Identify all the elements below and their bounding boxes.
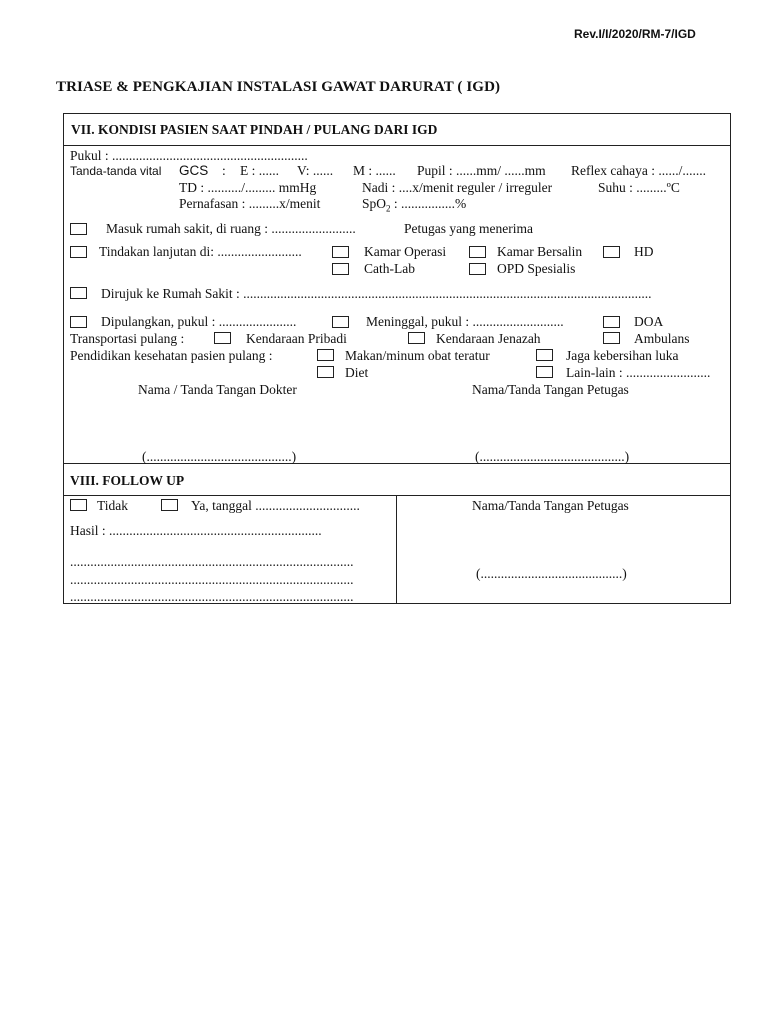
opd-spesialis-checkbox[interactable]	[469, 263, 486, 275]
kamar-operasi-label: Kamar Operasi	[364, 244, 447, 259]
hasil-line-2[interactable]: ....................................................................................	[70, 572, 354, 587]
petugas-menerima-label: Petugas yang menerima	[404, 221, 533, 236]
dipulangkan-checkbox[interactable]	[70, 316, 87, 328]
lain-lain-field[interactable]: Lain-lain : .........................	[566, 365, 711, 380]
kendaraan-pribadi-checkbox[interactable]	[214, 332, 231, 344]
gcs-m-field[interactable]: M : ......	[353, 163, 396, 178]
section8-header: VIII. FOLLOW UP	[70, 473, 185, 488]
jaga-kebersihan-label: Jaga kebersihan luka	[566, 348, 679, 363]
diet-checkbox[interactable]	[317, 366, 334, 378]
pukul-field[interactable]: Pukul : ..........................................................	[70, 148, 308, 163]
tindakan-checkbox[interactable]	[70, 246, 87, 258]
hasil-line-3[interactable]: ....................................................................................	[70, 589, 354, 604]
vital-signs-label: Tanda-tanda vital	[70, 164, 162, 178]
masuk-rs-checkbox[interactable]	[70, 223, 87, 235]
table-left-border	[63, 113, 64, 603]
pendidikan-label: Pendidikan kesehatan pasien pulang :	[70, 348, 273, 363]
diet-label: Diet	[345, 365, 369, 380]
meninggal-label: Meninggal, pukul : ...........................	[366, 314, 564, 329]
tidak-checkbox[interactable]	[70, 499, 87, 511]
tindakan-label: Tindakan lanjutan di: .........................	[99, 244, 302, 259]
nama-dokter-label: Nama / Tanda Tangan Dokter	[138, 382, 297, 397]
pupil-field[interactable]: Pupil : ......mm/ ......mm	[417, 163, 546, 178]
spo2-field[interactable]	[362, 197, 466, 214]
ya-tanggal-field[interactable]: Ya, tanggal ...............................	[191, 498, 360, 513]
ambulans-label: Ambulans	[634, 331, 690, 346]
kendaraan-pribadi-label: Kendaraan Pribadi	[246, 331, 347, 346]
table-top-border	[63, 113, 731, 114]
nama-petugas-label: Nama/Tanda Tangan Petugas	[472, 382, 629, 397]
masuk-rs-label: Masuk rumah sakit, di ruang : .........................	[106, 221, 356, 236]
pernafasan-field[interactable]: Pernafasan : .........x/menit	[179, 196, 321, 211]
nadi-field[interactable]: Nadi : ....x/menit reguler / irreguler	[362, 180, 553, 195]
hasil-field[interactable]: Hasil : ...............................................................	[70, 523, 322, 538]
spo2-prefix: SpO	[362, 196, 387, 211]
makan-minum-checkbox[interactable]	[317, 349, 334, 361]
section7-header-divider	[63, 145, 731, 146]
doa-checkbox[interactable]	[603, 316, 620, 328]
spo2-subscript: 2	[386, 203, 391, 214]
kamar-operasi-checkbox[interactable]	[332, 246, 349, 258]
makan-minum-label: Makan/minum obat teratur	[345, 348, 490, 363]
kendaraan-jenazah-label: Kendaraan Jenazah	[436, 331, 541, 346]
kamar-bersalin-label: Kamar Bersalin	[497, 244, 583, 259]
opd-spesialis-label: OPD Spesialis	[497, 261, 576, 276]
kamar-bersalin-checkbox[interactable]	[469, 246, 486, 258]
section7-header: VII. KONDISI PASIEN SAAT PINDAH / PULANG DARI IGD	[71, 122, 438, 137]
form-title: TRIASE & PENGKAJIAN INSTALASI GAWAT DARURAT ( IGD)	[56, 79, 501, 95]
cath-lab-checkbox[interactable]	[332, 263, 349, 275]
gcs-label: GCS	[179, 163, 209, 178]
td-field[interactable]: TD : ........../......... mmHg	[179, 180, 317, 195]
section8-header-divider	[63, 495, 731, 496]
followup-column-divider	[396, 495, 397, 603]
hd-label: HD	[634, 244, 654, 259]
jaga-kebersihan-checkbox[interactable]	[536, 349, 553, 361]
petugas-signature-line[interactable]: (...........................................)	[475, 449, 630, 464]
tidak-label: Tidak	[97, 498, 129, 513]
cath-lab-label: Cath-Lab	[364, 261, 415, 276]
dirujuk-checkbox[interactable]	[70, 287, 87, 299]
transportasi-label: Transportasi pulang :	[70, 331, 185, 346]
meninggal-checkbox[interactable]	[332, 316, 349, 328]
gcs-v-field[interactable]: V: ......	[297, 163, 334, 178]
reflex-cahaya-field[interactable]: Reflex cahaya : ....../.......	[571, 163, 706, 178]
gcs-e-field[interactable]: E : ......	[240, 163, 279, 178]
doa-label: DOA	[634, 314, 664, 329]
ambulans-checkbox[interactable]	[603, 332, 620, 344]
suhu-field[interactable]: Suhu : .........ºC	[598, 180, 680, 195]
hd-checkbox[interactable]	[603, 246, 620, 258]
spo2-value: : ................%	[390, 196, 467, 211]
table-right-border	[730, 113, 731, 603]
kendaraan-jenazah-checkbox[interactable]	[408, 332, 425, 344]
dipulangkan-label: Dipulangkan, pukul : .......................	[101, 314, 297, 329]
lain-lain-checkbox[interactable]	[536, 366, 553, 378]
hasil-line-1[interactable]: ....................................................................................	[70, 554, 354, 569]
ya-checkbox[interactable]	[161, 499, 178, 511]
revision-code: Rev.I/I/2020/RM-7/IGD	[574, 27, 696, 41]
followup-signature-line[interactable]: (..........................................)	[476, 566, 627, 581]
dokter-signature-line[interactable]: (...........................................)	[142, 449, 297, 464]
gcs-colon: :	[222, 163, 226, 178]
dirujuk-label: Dirujuk ke Rumah Sakit : .........................................................................................................................	[101, 286, 652, 301]
followup-petugas-label: Nama/Tanda Tangan Petugas	[472, 498, 629, 513]
